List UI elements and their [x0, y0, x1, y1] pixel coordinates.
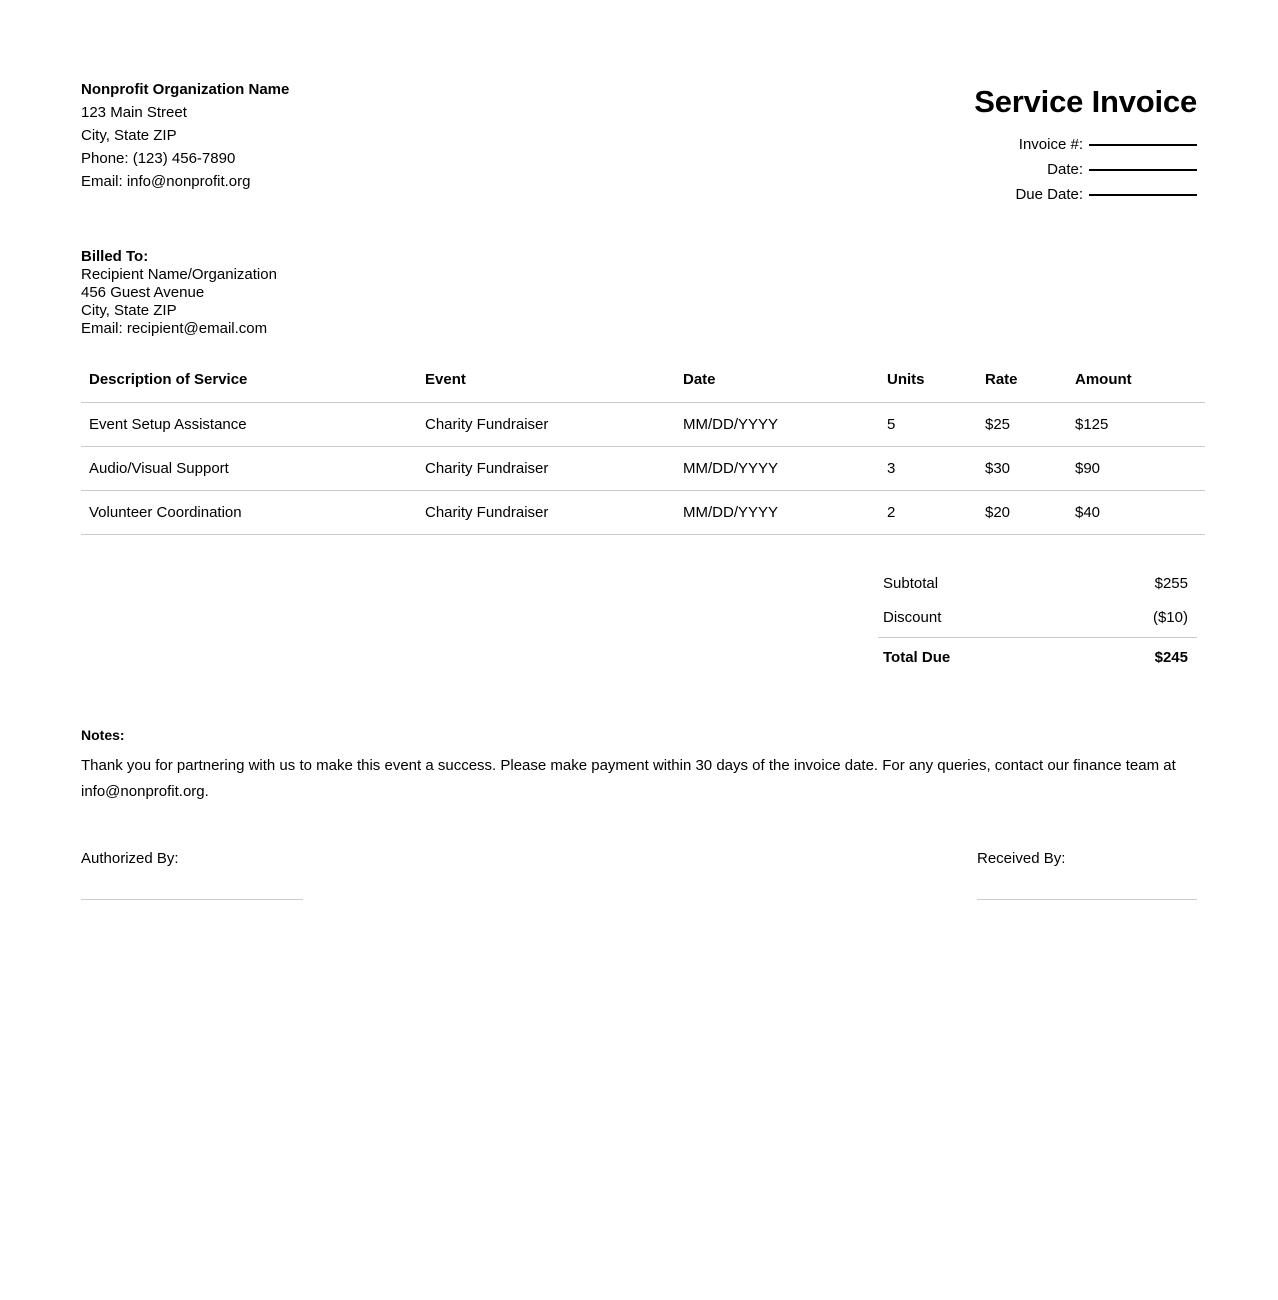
invoice-title: Service Invoice [974, 84, 1197, 119]
cell-amount: $90 [1075, 447, 1205, 491]
cell-units: 2 [887, 491, 985, 535]
recipient-name: Recipient Name/Organization [81, 266, 277, 283]
cell-units: 3 [887, 447, 985, 491]
billed-to-block [81, 248, 1197, 338]
totals-block [878, 567, 1197, 675]
invoice-due-date-input[interactable] [1089, 181, 1197, 196]
column-header-units: Units [887, 371, 985, 403]
authorized-by-label: Authorized By: [81, 850, 179, 867]
cell-rate: $30 [985, 447, 1075, 491]
notes-title: Notes: [81, 727, 125, 743]
recipient-address-line: 456 Guest Avenue [81, 284, 205, 301]
subtotal-label: Subtotal [883, 575, 939, 592]
discount-value: ($10) [1152, 609, 1188, 626]
total-due-label: Total Due [883, 649, 951, 666]
organization-email: Email: info@nonprofit.org [81, 173, 251, 190]
total-due-value: $245 [1154, 649, 1188, 666]
totals-section [81, 567, 1197, 675]
notes-section [81, 725, 1197, 805]
cell-date: MM/DD/YYYY [683, 447, 887, 491]
table-row [81, 447, 1205, 491]
invoice-number-input[interactable] [1089, 131, 1197, 146]
cell-units: 5 [887, 403, 985, 447]
table-row [81, 491, 1205, 535]
received-by-label: Received By: [977, 850, 1066, 867]
organization-phone: Phone: (123) 456-7890 [81, 150, 236, 167]
signatures-section [81, 849, 1197, 900]
cell-description: Event Setup Assistance [81, 403, 425, 447]
cell-amount: $125 [1075, 403, 1205, 447]
table-header-row [81, 371, 1205, 403]
received-by-signature-line[interactable] [977, 898, 1197, 900]
invoice-meta-block [974, 78, 1197, 206]
subtotal-value: $255 [1154, 575, 1188, 592]
cell-rate: $25 [985, 403, 1075, 447]
cell-event: Charity Fundraiser [425, 447, 683, 491]
cell-description: Audio/Visual Support [81, 447, 425, 491]
column-header-amount: Amount [1075, 371, 1205, 403]
line-items-table [81, 371, 1205, 535]
subtotal-row [878, 567, 1197, 601]
invoice-header [81, 78, 1197, 206]
line-items-head [81, 371, 1205, 403]
total-due-row [878, 637, 1197, 675]
column-header-rate: Rate [985, 371, 1075, 403]
cell-rate: $20 [985, 491, 1075, 535]
organization-block [81, 78, 289, 193]
organization-address-line-2: City, State ZIP [81, 127, 177, 144]
invoice-date-row [974, 156, 1197, 181]
invoice-due-date-label: Due Date: [1015, 186, 1083, 203]
cell-date: MM/DD/YYYY [683, 403, 887, 447]
billed-to-title: Billed To: [81, 248, 149, 265]
cell-description: Volunteer Coordination [81, 491, 425, 535]
cell-event: Charity Fundraiser [425, 403, 683, 447]
recipient-city-state-zip: City, State ZIP [81, 302, 177, 319]
column-header-date: Date [683, 371, 887, 403]
line-items-body [81, 403, 1205, 535]
table-row [81, 403, 1205, 447]
column-header-event: Event [425, 371, 683, 403]
column-header-description: Description of Service [81, 371, 425, 403]
invoice-sheet [81, 78, 1197, 900]
invoice-date-label: Date: [1047, 161, 1083, 178]
invoice-number-row [974, 131, 1197, 156]
invoice-due-date-row [974, 181, 1197, 206]
organization-address-line-1: 123 Main Street [81, 104, 187, 121]
invoice-date-input[interactable] [1089, 156, 1197, 171]
notes-body: Thank you for partnering with us to make this event a success. Please make payment within 30 days of the invoice date. For any queries, contact our finance team at info@nonprofit.org. [81, 757, 1176, 800]
cell-amount: $40 [1075, 491, 1205, 535]
authorized-by-block [81, 849, 303, 900]
cell-event: Charity Fundraiser [425, 491, 683, 535]
organization-name: Nonprofit Organization Name [81, 81, 290, 98]
recipient-email: Email: recipient@email.com [81, 320, 268, 337]
cell-date: MM/DD/YYYY [683, 491, 887, 535]
discount-label: Discount [883, 609, 942, 626]
authorized-by-signature-line[interactable] [81, 898, 303, 900]
discount-row [878, 601, 1197, 635]
invoice-number-label: Invoice #: [1018, 136, 1083, 153]
received-by-block [977, 849, 1197, 900]
